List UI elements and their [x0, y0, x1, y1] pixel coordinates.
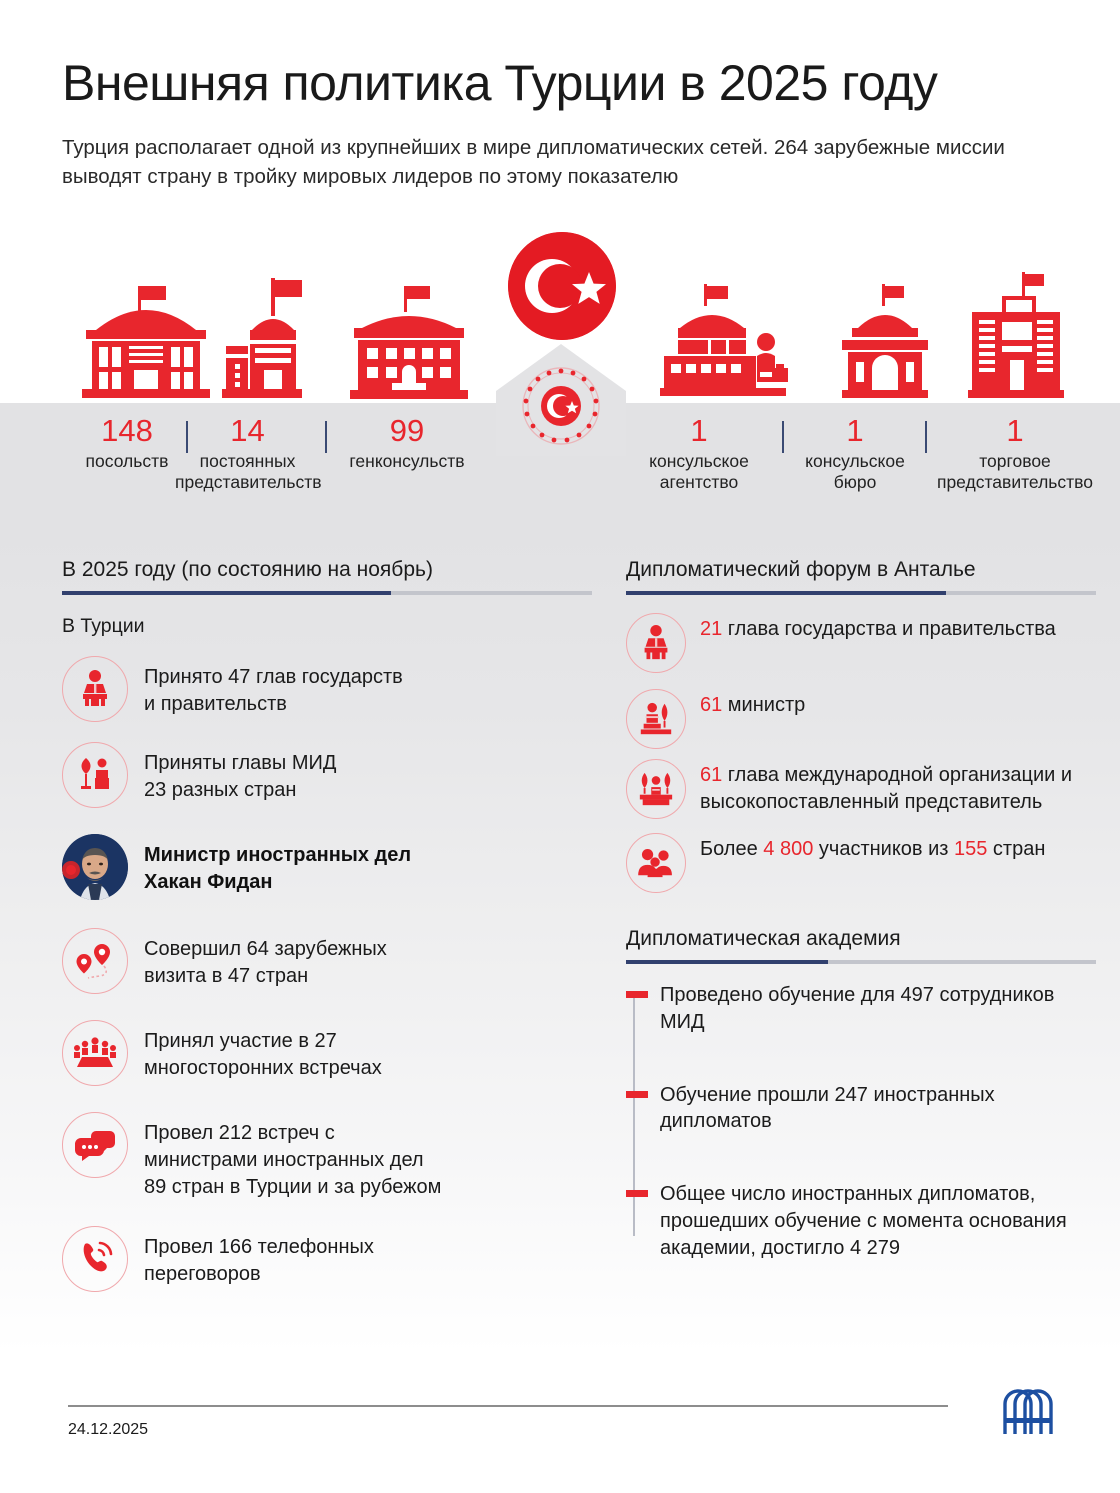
speech-bubbles-icon [62, 1112, 128, 1178]
stat-trade-office [917, 415, 1113, 493]
stat-number: 148 [101, 413, 153, 448]
list-item-text: Совершил 64 зарубежных визита в 47 стран [144, 938, 387, 987]
list-item [626, 833, 1096, 893]
minister-portrait-avatar [62, 834, 128, 900]
list-item [62, 928, 592, 994]
anadolu-agency-logo [996, 1378, 1058, 1445]
timeline-item [660, 1082, 1096, 1136]
list-item-text: Провел 166 телефонных переговоров [144, 1236, 374, 1286]
podium-speaker-icon [626, 613, 686, 673]
section-title-academy: Дипломатическая академия [626, 927, 901, 950]
mission-building-icon [218, 274, 330, 407]
list-item [62, 1020, 592, 1086]
list-item [62, 1226, 592, 1292]
stat-label: консульское агентство [649, 450, 749, 492]
map-pin-route-icon [62, 928, 128, 994]
stat-number: 61 [700, 764, 723, 786]
section-title-forum: Дипломатический форум в Анталье [626, 558, 976, 581]
timeline-line [633, 992, 635, 1236]
list-item [62, 1112, 592, 1200]
subhead-in-turkey: В Турции [62, 615, 145, 637]
list-item [626, 759, 1096, 819]
stat-number: 1 [1006, 413, 1024, 448]
section-rule [626, 960, 1096, 964]
stat-number: 1 [690, 413, 708, 448]
academy-timeline [626, 982, 1096, 1262]
section-rule [62, 591, 592, 595]
page-title: Внешняя политика Турции в 2025 году [62, 55, 938, 111]
network-stats-row [0, 415, 1120, 525]
stat-number: 155 [954, 838, 988, 860]
timeline-item-text: Проведено обучение для 497 сотрудников МИД [660, 984, 1055, 1033]
stat-permanent-missions [175, 415, 320, 493]
group-meeting-icon [62, 1020, 128, 1086]
timeline-dash-icon [626, 991, 648, 998]
stat-number: 1 [846, 413, 864, 448]
list-item [62, 742, 592, 808]
section-title-2025: В 2025 году (по состоянию на ноябрь) [62, 558, 433, 581]
timeline-item-text: Общее число иностранных дипломатов, прошедших обучение с момента основания академии, достигло 4 279 [660, 1183, 1067, 1259]
consular-bureau-building-icon [830, 280, 940, 407]
stat-number: 4 800 [763, 838, 814, 860]
list-item-minister [62, 834, 592, 900]
right-column [626, 558, 1096, 1262]
consulate-general-building-icon [336, 284, 482, 407]
flag-podium-icon [626, 689, 686, 749]
footer [0, 1373, 1120, 1493]
list-item-text: 61 министр [700, 694, 806, 716]
stat-number: 61 [700, 694, 723, 716]
stat-number: 99 [389, 413, 425, 448]
minister-name-text: Министр иностранных дел Хакан Фидан [144, 844, 412, 893]
header [0, 0, 1120, 191]
list-item [626, 689, 1096, 749]
page-subtitle: Турция располагает одной из крупнейших в мире дипломатических сетей. 264 зарубежные миссии выводят страну в тройку мировых лидеров по этому показателю [62, 136, 1005, 189]
list-item-text: Более 4 800 участников из 155 стран [700, 838, 1046, 860]
stat-label: генконсульств [349, 450, 465, 471]
stat-number: 21 [700, 618, 723, 640]
list-item-text: Провел 212 встреч с министрами иностранных дел 89 стран в Турции и за рубежом [144, 1122, 442, 1198]
stat-label: постоянных представительств [175, 450, 322, 492]
timeline-item [660, 982, 1096, 1036]
list-item-text: Приняты главы МИД 23 разных стран [144, 752, 337, 801]
embassy-building-icon [72, 284, 220, 407]
delegation-table-icon [626, 759, 686, 819]
list-item-text: 21 глава государства и правительства [700, 618, 1056, 640]
list-item [62, 656, 592, 722]
stat-label: торговое представительство [936, 450, 1094, 492]
publication-date: 24.12.2025 [68, 1421, 149, 1438]
stat-label: консульское бюро [805, 450, 905, 492]
list-item-text: 61 глава международной организации и высокопоставленный представитель [700, 764, 1073, 813]
flags-table-icon [62, 742, 128, 808]
stat-label: посольств [85, 450, 169, 471]
network-icon-strip [0, 232, 1120, 407]
people-group-icon [626, 833, 686, 893]
timeline-item [660, 1181, 1096, 1261]
consular-agency-building-icon [648, 280, 788, 407]
turkish-flag-circle-icon [508, 232, 616, 340]
stat-consular-agency [624, 415, 774, 493]
stat-consulates-general [322, 415, 492, 472]
footer-divider [68, 1405, 948, 1407]
timeline-dash-icon [626, 1190, 648, 1197]
list-item-text: Принято 47 глав государств и правительств [144, 666, 403, 715]
phone-call-icon [62, 1226, 128, 1292]
left-column [62, 558, 592, 1292]
stat-number: 14 [230, 413, 265, 448]
list-item-text: Принял участие в 27 многосторонних встречах [144, 1030, 382, 1079]
podium-speaker-icon [62, 656, 128, 722]
list-item [626, 613, 1096, 673]
timeline-dash-icon [626, 1091, 648, 1098]
stat-consular-bureau [782, 415, 928, 493]
trade-office-building-icon [960, 272, 1072, 407]
section-rule [626, 591, 1096, 595]
timeline-item-text: Обучение прошли 247 иностранных дипломатов [660, 1083, 995, 1133]
